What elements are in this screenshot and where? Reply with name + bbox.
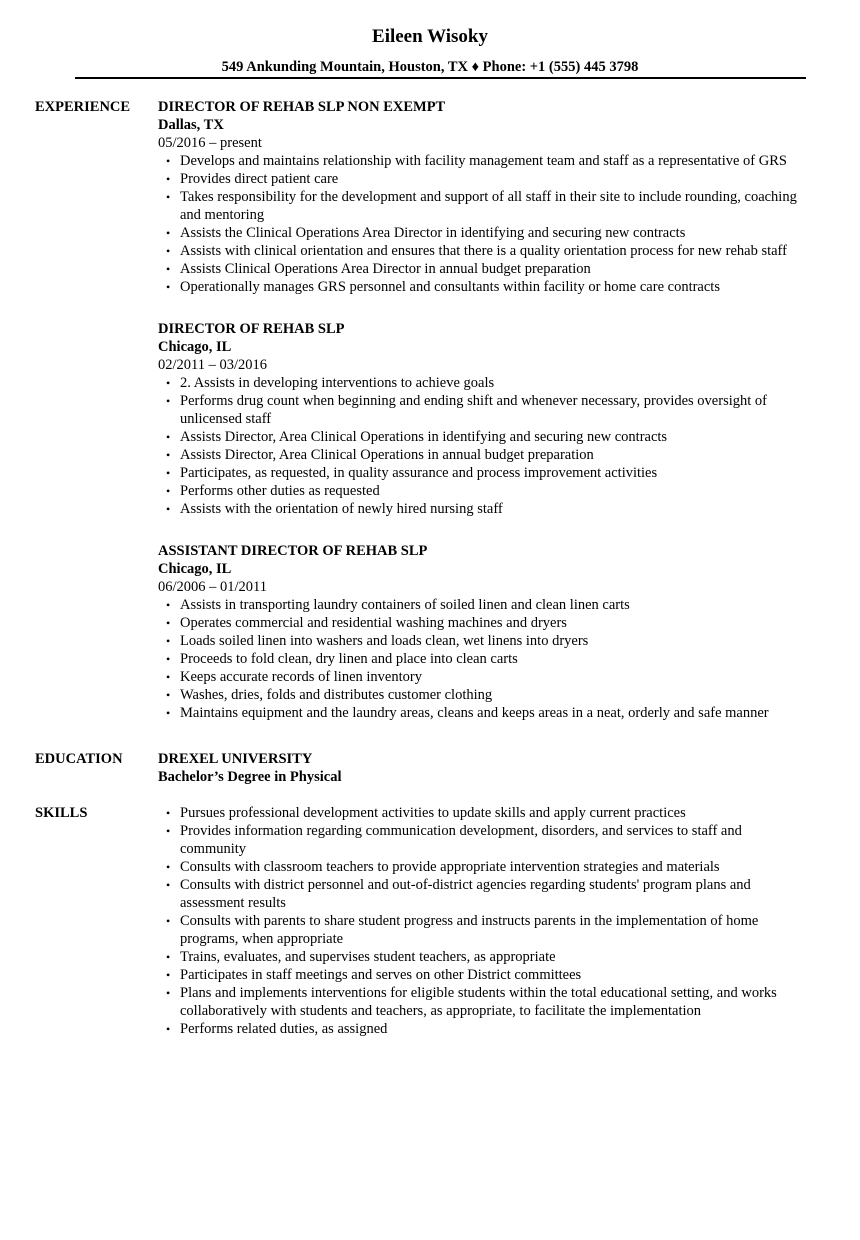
job-dates: 06/2006 – 01/2011 <box>158 579 268 595</box>
experience-section <box>35 98 815 722</box>
section-label: EXPERIENCE <box>35 99 131 115</box>
list-item: • Maintains equipment and the laundry areas, cleans and keeps areas in a neat, orderly and safe manner <box>180 704 808 722</box>
job-entry <box>158 320 808 518</box>
candidate-name: Eileen Wisoky <box>372 26 488 47</box>
job-dates: 05/2016 – present <box>158 135 262 151</box>
list-item: • Assists with clinical orientation and ensures that there is a quality orientation process for new rehab staff <box>180 242 808 260</box>
list-item: • Proceeds to fold clean, dry linen and place into clean carts <box>180 650 808 668</box>
skills-section <box>35 804 815 1038</box>
list-item: • 2. Assists in developing interventions to achieve goals <box>180 374 808 392</box>
list-item: • Trains, evaluates, and supervises student teachers, as appropriate <box>180 948 808 966</box>
job-dates: 02/2011 – 03/2016 <box>158 357 268 373</box>
school-name: DREXEL UNIVERSITY <box>158 751 313 767</box>
list-item: • Provides information regarding communication development, disorders, and services to staff and community <box>180 822 808 858</box>
section-label: SKILLS <box>35 805 88 821</box>
header-divider <box>75 77 806 79</box>
list-item: • Pursues professional development activities to update skills and apply current practices <box>180 804 808 822</box>
experience-list <box>158 98 808 722</box>
job-title: ASSISTANT DIRECTOR OF REHAB SLP <box>158 543 428 559</box>
list-item: • Assists Clinical Operations Area Director in annual budget preparation <box>180 260 808 278</box>
list-item: • Takes responsibility for the development and support of all staff in their site to include rounding, coaching and mentoring <box>180 188 808 224</box>
degree: Bachelor’s Degree in Physical <box>158 769 342 785</box>
list-item: • Operates commercial and residential washing machines and dryers <box>180 614 808 632</box>
list-item: • Keeps accurate records of linen inventory <box>180 668 808 686</box>
list-item: • Assists the Clinical Operations Area Director in identifying and securing new contracts <box>180 224 808 242</box>
job-bullets <box>158 152 808 296</box>
list-item: • Assists with the orientation of newly hired nursing staff <box>180 500 808 518</box>
education-section <box>35 750 815 786</box>
job-bullets <box>158 374 808 518</box>
list-item: • Performs related duties, as assigned <box>180 1020 808 1038</box>
list-item: • Participates in staff meetings and serves on other District committees <box>180 966 808 984</box>
list-item: • Loads soiled linen into washers and loads clean, wet linens into dryers <box>180 632 808 650</box>
list-item: • Operationally manages GRS personnel and consultants within facility or home care contracts <box>180 278 808 296</box>
job-bullets <box>158 596 808 722</box>
list-item: • Consults with classroom teachers to provide appropriate intervention strategies and materials <box>180 858 808 876</box>
job-entry <box>158 542 808 722</box>
job-title: DIRECTOR OF REHAB SLP <box>158 321 345 337</box>
job-entry <box>158 98 808 296</box>
contact-line: 549 Ankunding Mountain, Houston, TX ♦ Phone: +1 (555) 445 3798 <box>221 59 639 75</box>
list-item: • Consults with parents to share student progress and instructs parents in the implementation of home programs, when appropriate <box>180 912 808 948</box>
list-item: • Consults with district personnel and out-of-district agencies regarding students' program plans and assessment results <box>180 876 808 912</box>
job-title: DIRECTOR OF REHAB SLP NON EXEMPT <box>158 99 446 115</box>
list-item: • Assists in transporting laundry containers of soiled linen and clean linen carts <box>180 596 808 614</box>
job-location: Chicago, IL <box>158 339 232 355</box>
list-item: • Plans and implements interventions for eligible students within the total educational setting, and works collaboratively with students and teachers, as appropriate, to facilitate the implementation <box>180 984 808 1020</box>
list-item: • Participates, as requested, in quality assurance and process improvement activities <box>180 464 808 482</box>
list-item: • Assists Director, Area Clinical Operations in identifying and securing new contracts <box>180 428 808 446</box>
skills-list <box>158 804 808 1038</box>
job-location: Dallas, TX <box>158 117 224 133</box>
list-item: • Develops and maintains relationship with facility management team and staff as a representative of GRS <box>180 152 808 170</box>
list-item: • Performs other duties as requested <box>180 482 808 500</box>
list-item: • Performs drug count when beginning and ending shift and whenever necessary, provides oversight of unlicensed staff <box>180 392 808 428</box>
job-location: Chicago, IL <box>158 561 232 577</box>
list-item: • Washes, dries, folds and distributes customer clothing <box>180 686 808 704</box>
list-item: • Assists Director, Area Clinical Operations in annual budget preparation <box>180 446 808 464</box>
list-item: • Provides direct patient care <box>180 170 808 188</box>
section-label: EDUCATION <box>35 751 123 767</box>
